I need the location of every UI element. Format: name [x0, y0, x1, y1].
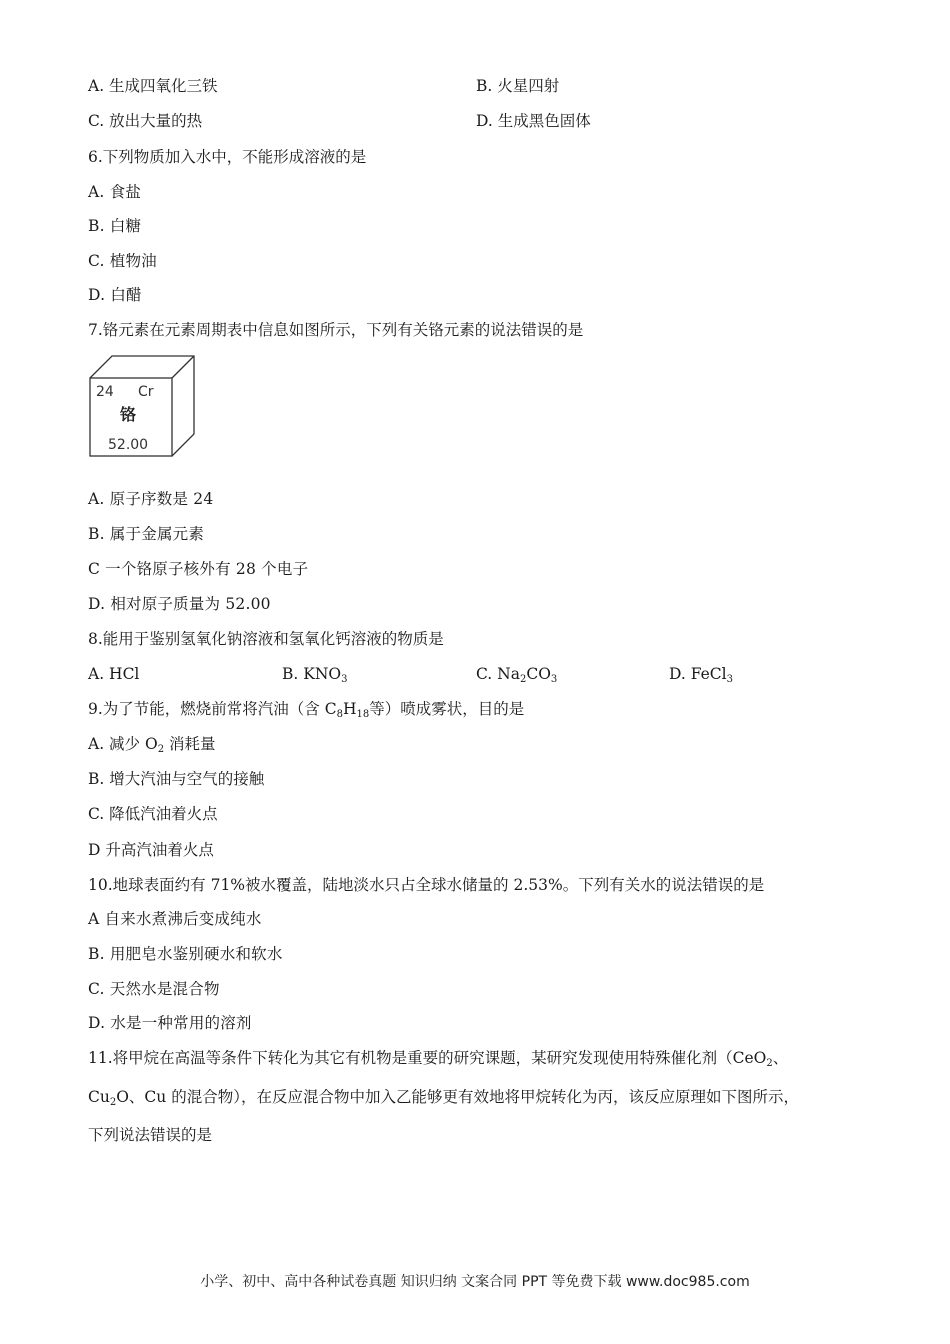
q10-stem: 10.地球表面约有 71%被水覆盖，陆地淡水只占全球水储量的 2.53%。下列有关水的说法错误的是 [88, 876, 765, 894]
q8-option-c: C. $Na_2CO_3$ [476, 665, 558, 685]
q10-option-c: C. 天然水是混合物 [88, 980, 220, 998]
q5-option-b: B. 火星四射 [476, 77, 560, 95]
page-footer: 小学、初中、高中各种试卷真题 知识归纳 文案合同 PPT 等免费下载 www.doc985.com [200, 1274, 750, 1290]
q7-option-b: B. 属于金属元素 [88, 525, 205, 543]
q5-option-a: A. 生成四氧化三铁 [88, 77, 218, 95]
q6-option-d: D. 白醋 [88, 286, 142, 304]
q9-option-b: B. 增大汽油与空气的接触 [88, 770, 265, 788]
q5-option-c: C. 放出大量的热 [88, 112, 203, 130]
element-atomic-mass: 52.00 [108, 437, 149, 453]
q9-option-a: A. 减少 $O_2$ 消耗量 [88, 735, 216, 755]
element-name: 铬 [120, 405, 137, 424]
q8-option-b: B. $KNO_3$ [282, 665, 348, 685]
q11-stem-line2: $Cu_2O$、Cu 的混合物），在反应混合物中加入乙能够更有效地将甲烷转化为丙，该反应原理如下图所示， [88, 1088, 799, 1108]
q8-option-d: D. FeCl$_3$ [669, 665, 734, 685]
q9-option-c: C. 降低汽油着火点 [88, 805, 218, 823]
q10-option-d: D. 水是一种常用的溶剂 [88, 1014, 252, 1032]
q9-option-d: D 升高汽油着火点 [88, 841, 214, 859]
q5-option-d: D. 生成黑色固体 [476, 112, 591, 130]
q7-option-d: D. 相对原子质量为 52.00 [88, 595, 271, 613]
q7-stem: 7.铬元素在元素周期表中信息如图所示，下列有关铬元素的说法错误的是 [88, 321, 584, 339]
q11-stem-line3: 下列说法错误的是 [88, 1126, 213, 1144]
q6-option-b: B. 白糖 [88, 217, 142, 235]
q6-stem: 6.下列物质加入水中，不能形成溶液的是 [88, 148, 367, 166]
q9-stem: 9.为了节能，燃烧前常将汽油（含 $C_8H_{18}$等）喷成雾状，目的是 [88, 700, 525, 720]
element-atomic-number: 24 [96, 384, 114, 400]
q10-option-a: A 自来水煮沸后变成纯水 [88, 910, 262, 928]
element-symbol: Cr [138, 384, 154, 400]
q6-option-c: C. 植物油 [88, 252, 157, 270]
element-tile-figure [88, 354, 196, 458]
q7-option-c: C 一个铬原子核外有 28 个电子 [88, 560, 309, 578]
q10-option-b: B. 用肥皂水鉴别硬水和软水 [88, 945, 283, 963]
q11-stem-line1: 11.将甲烷在高温等条件下转化为其它有机物是重要的研究课题，某研究发现使用特殊催化剂（CeO$_2$、 [88, 1049, 789, 1069]
q6-option-a: A. 食盐 [88, 183, 142, 201]
q7-option-a: A. 原子序数是 24 [88, 490, 214, 508]
q8-option-a: A. HCl [88, 665, 140, 683]
q8-stem: 8.能用于鉴别氢氧化钠溶液和氢氧化钙溶液的物质是 [88, 630, 444, 648]
